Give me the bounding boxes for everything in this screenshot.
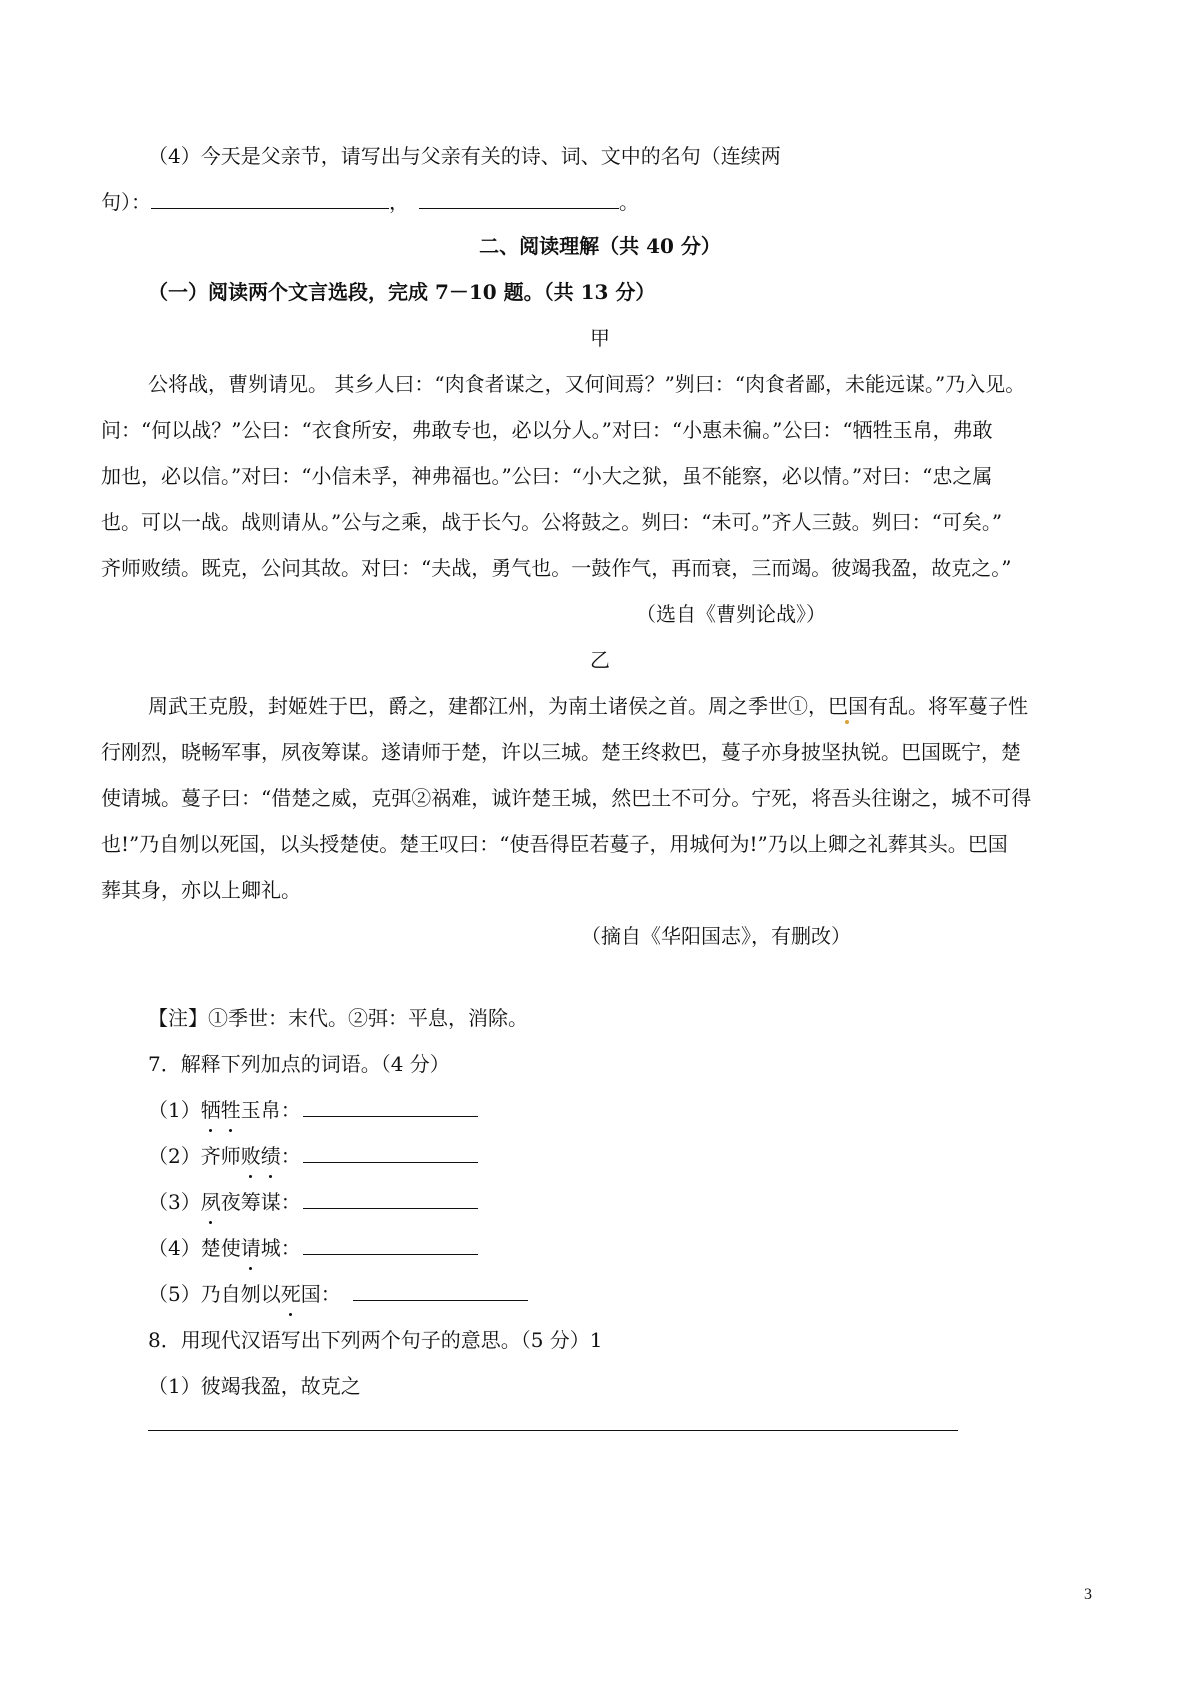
item-text: 夜筹谋： xyxy=(220,1190,301,1214)
item-number: （3） xyxy=(148,1190,201,1214)
q4-line2 xyxy=(101,188,639,216)
passage-jia-line: 问：“何以战？”公曰：“衣食所安，弗敢专也，必以分人。”对曰：“小惠未徧。”公曰：“牺牲玉帛，弗敢 xyxy=(101,418,993,442)
passage-yi-line: 也!”乃自刎以死国，以头授楚使。楚王叹曰：“使吾得臣若蔓子，用城何为!”乃以上卿之礼葬其头。巴国 xyxy=(101,832,1008,856)
q4-period: 。 xyxy=(619,190,639,214)
passage-jia-label: 甲 xyxy=(590,326,610,350)
item-text: 楚使 xyxy=(200,1236,241,1260)
passage-jia-line: 也。可以一战。战则请从。”公与之乘，战于长勺。公将鼓之。刿曰：“未可。”齐人三鼓。刿曰：“可矣。” xyxy=(101,510,1003,534)
section-title: 二、阅读理解（共 40 分） xyxy=(479,234,721,258)
q4-answer-blank-2[interactable] xyxy=(419,188,619,209)
passage-yi-line: 葬其身，亦以上卿礼。 xyxy=(101,878,301,902)
dotted-char: 牲 xyxy=(220,1098,241,1122)
passage-yi-label: 乙 xyxy=(590,648,610,672)
item-text: 国： xyxy=(300,1282,341,1306)
dotted-char: 败 xyxy=(240,1144,261,1168)
part-title: （一）阅读两个文言选段，完成 7－10 题。（共 13 分） xyxy=(148,280,656,304)
item-number: （2） xyxy=(148,1144,201,1168)
passage-jia-line: 齐师败绩。既克，公问其故。对曰：“夫战，勇气也。一鼓作气，再而衰，三而竭。彼竭我盈，故克之。” xyxy=(101,556,1012,580)
q7-answer-blank[interactable] xyxy=(303,1188,478,1209)
q8-sub1: （1）彼竭我盈，故克之 xyxy=(148,1374,361,1398)
passage-yi-source: （摘自《华阳国志》，有删改） xyxy=(581,924,851,948)
q7-answer-blank[interactable] xyxy=(353,1280,528,1301)
dotted-char: 夙 xyxy=(200,1190,221,1214)
dotted-char: 牺 xyxy=(200,1098,221,1122)
passage-yi-line: 周武王克殷，封姬姓于巴，爵之，建都江州，为南土诸侯之首。周之季世①，巴国有乱。将军蔓子性 xyxy=(148,694,1028,718)
q7-answer-blank[interactable] xyxy=(303,1096,478,1117)
q4-line1: （4）今天是父亲节，请写出与父亲有关的诗、词、文中的名句（连续两 xyxy=(148,144,781,168)
item-text: 乃自刎以 xyxy=(200,1282,281,1306)
page-number: 3 xyxy=(1084,1586,1092,1603)
q7-item xyxy=(148,1096,478,1124)
q4-prefix: 句）： xyxy=(101,190,151,214)
q7-item xyxy=(148,1188,478,1216)
item-text: 玉帛： xyxy=(240,1098,301,1122)
passage-yi-line: 行刚烈，晓畅军事，夙夜筹谋。遂请师于楚，许以三城。楚王终救巴，蔓子亦身披坚执锐。巴国既宁，楚 xyxy=(101,740,1021,764)
item-text: 城： xyxy=(260,1236,301,1260)
q8-title: 8．用现代汉语写出下列两个句子的意思。（5 分）1 xyxy=(148,1328,603,1352)
q7-item xyxy=(148,1280,528,1308)
q7-title: 7．解释下列加点的词语。（4 分） xyxy=(148,1052,450,1076)
q4-answer-blank-1[interactable] xyxy=(151,188,389,209)
item-number: （1） xyxy=(148,1098,201,1122)
orange-emphasis-dot xyxy=(845,720,849,724)
passage-yi-line: 使请城。蔓子曰：“借楚之威，克弭②祸难，诚许楚王城，然巴土不可分。宁死，将吾头往谢之，城不可得 xyxy=(101,786,1032,810)
q7-answer-blank[interactable] xyxy=(303,1142,478,1163)
q8-answer-line[interactable] xyxy=(148,1430,958,1431)
q4-comma: ， xyxy=(389,190,409,214)
q7-item xyxy=(148,1234,478,1262)
dotted-char: 死 xyxy=(280,1282,301,1306)
passage-jia-line: 公将战，曹刿请见。 其乡人曰：“肉食者谋之，又何间焉？”刿曰：“肉食者鄙，未能远谋。”乃入见。 xyxy=(148,372,1026,396)
item-text: ： xyxy=(280,1144,301,1168)
passage-jia-source: （选自《曹刿论战》） xyxy=(636,602,826,626)
q7-answer-blank[interactable] xyxy=(303,1234,478,1255)
item-number: （4） xyxy=(148,1236,201,1260)
dotted-char: 绩 xyxy=(260,1144,281,1168)
footnote: 【注】①季世：末代。②弭：平息，消除。 xyxy=(148,1006,528,1030)
passage-jia-line: 加也，必以信。”对曰：“小信未孚，神弗福也。”公曰：“小大之狱，虽不能察，必以情。”对曰：“忠之属 xyxy=(101,464,993,488)
dotted-char: 请 xyxy=(240,1236,261,1260)
item-text: 齐师 xyxy=(200,1144,241,1168)
item-number: （5） xyxy=(148,1282,201,1306)
q7-item xyxy=(148,1142,478,1170)
